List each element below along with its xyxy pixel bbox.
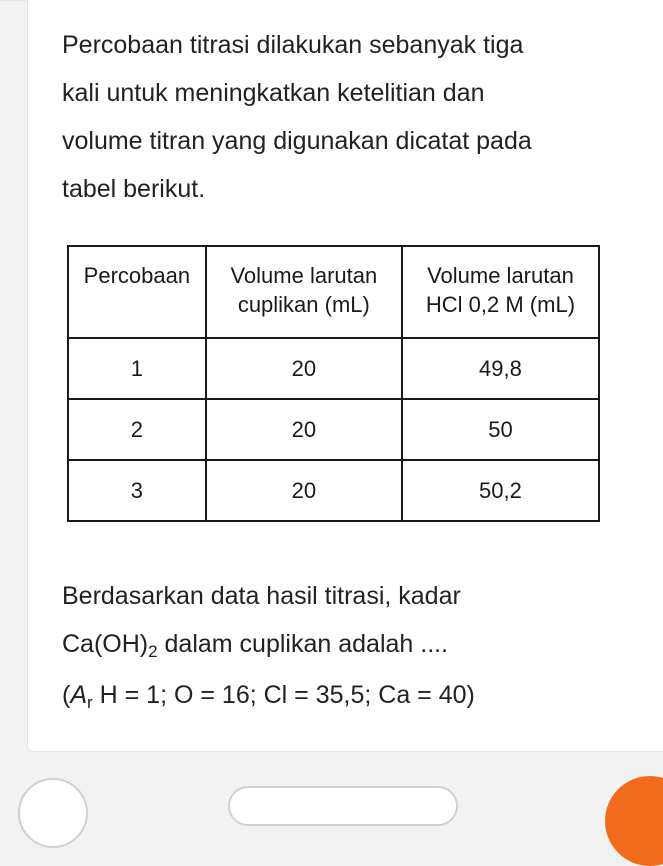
formula-subscript: 2 (148, 642, 158, 661)
ar-symbol: A (70, 681, 88, 709)
formula-main: Ca(OH) (62, 630, 149, 658)
prompt-line: Berdasarkan data hasil titrasi, kadar (62, 582, 461, 610)
prompt-formula-line (62, 620, 622, 671)
question-prompt (62, 572, 622, 722)
titration-table (67, 245, 600, 522)
cell-volume-hcl: 50,2 (402, 460, 599, 521)
circle-button[interactable] (18, 778, 88, 848)
intro-line: volume titran yang digunakan dicatat pada (62, 127, 532, 155)
question-card (27, 0, 663, 752)
bottom-bar (0, 752, 663, 790)
intro-line: tabel berikut. (62, 175, 206, 203)
table-header-row (68, 246, 599, 338)
ar-open-paren: ( (62, 681, 71, 709)
table-row (68, 399, 599, 460)
cell-volume-hcl: 49,8 (402, 338, 599, 399)
prompt-rest: dalam cuplikan adalah .... (157, 630, 449, 658)
ar-values: H = 1; O = 16; Cl = 35,5; Ca = 40) (92, 681, 475, 709)
intro-line: kali untuk meningkatkan ketelitian dan (62, 79, 485, 107)
cell-volume-cuplikan: 20 (206, 460, 402, 521)
cell-percobaan: 1 (68, 338, 206, 399)
ar-subscript: r (87, 693, 93, 712)
pill-button[interactable] (228, 786, 458, 826)
table-row (68, 460, 599, 521)
table-row (68, 338, 599, 399)
header-volume-cuplikan: Volume larutan cuplikan (mL) (206, 246, 402, 338)
cell-percobaan: 2 (68, 399, 206, 460)
intro-line: Percobaan titrasi dilakukan sebanyak tiga (62, 31, 524, 59)
cell-volume-cuplikan: 20 (206, 338, 402, 399)
question-intro (62, 21, 622, 213)
cell-volume-cuplikan: 20 (206, 399, 402, 460)
cell-percobaan: 3 (68, 460, 206, 521)
cell-volume-hcl: 50 (402, 399, 599, 460)
header-volume-hcl: Volume larutan HCl 0,2 M (mL) (402, 246, 599, 338)
header-percobaan: Percobaan (68, 246, 206, 338)
ar-values-line (62, 671, 622, 722)
